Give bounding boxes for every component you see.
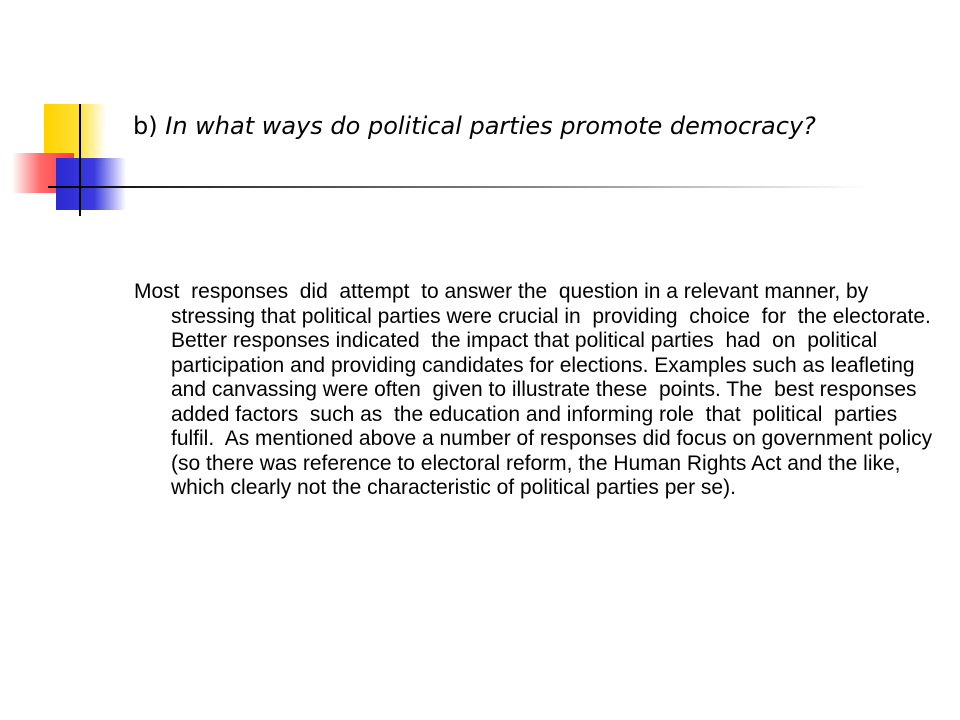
title-prefix: b) <box>133 112 166 140</box>
decorative-logo <box>0 0 140 230</box>
body-paragraph: Most responses did attempt to answer the question in a relevant manner, by stressing that political parties were crucial in providing choice for the electorate. Better responses indicated the impact that political parties had on political participation and providing candidates for elections. Examples such as leafleting and canvassing were often given to illustrate these points. The best responses added factors such as the education and informing role that political parties fulfil. As mentioned above a number of responses did focus on government policy (so there was reference to electoral reform, the Human Rights Act and the like, which clearly not the characteristic of political parties per se). <box>134 280 938 499</box>
slide-title <box>133 110 816 142</box>
blue-square-decoration <box>56 158 126 210</box>
title-question: In what ways do political parties promote democracy? <box>165 112 816 140</box>
vertical-rule <box>79 104 81 216</box>
title-underline-rule <box>48 186 868 188</box>
